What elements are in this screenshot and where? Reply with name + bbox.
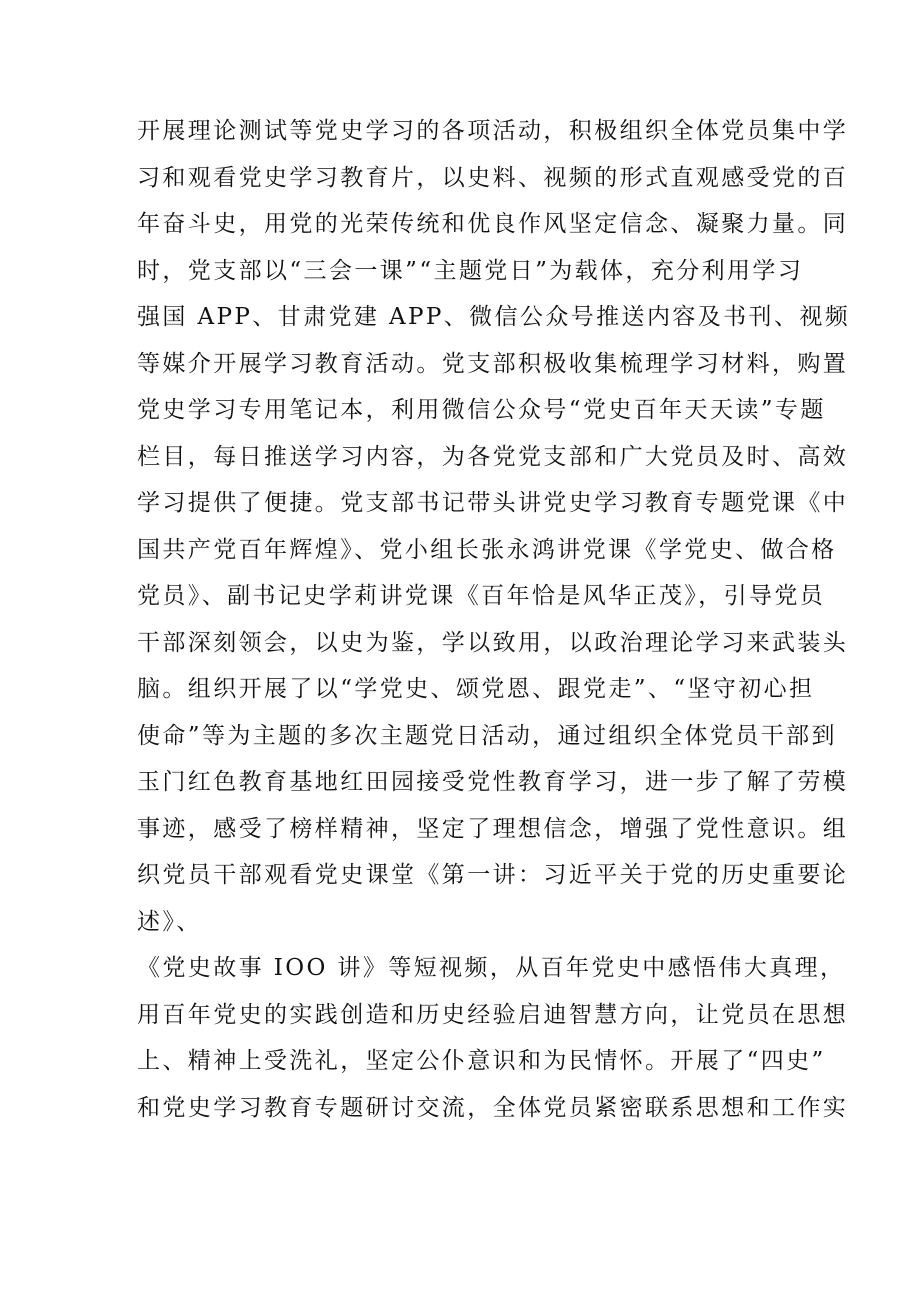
text-line: 党员》、副书记史学莉讲党课《百年恰是风华正茂》，引导党员 <box>137 583 826 609</box>
text-line: 等媒介开展学习教育活动。党支部积极收集梳理学习材料，购置 <box>137 350 849 377</box>
text-line: 和党史学习教育专题研讨交流，全体党员紧密联系思想和工作实 <box>137 1094 849 1121</box>
text-line: 述》、 <box>137 908 202 935</box>
text-line: 《党史故事 IOO 讲》等短视频，从百年党史中感悟伟大真理， <box>137 955 846 981</box>
text-line: 栏目，每日推送学习内容，为各党党支部和广大党员及时、高效 <box>137 443 849 470</box>
text-line: 用百年党史的实践创造和历史经验启迪智慧方向，让党员在思想 <box>137 1001 849 1028</box>
text-line: 党史学习专用笔记本，利用微信公众号“党史百年天天读”专题 <box>137 397 826 423</box>
text-line: 织党员干部观看党史课堂《第一讲：习近平关于党的历史重要论 <box>137 862 849 888</box>
text-line: 习和观看党史学习教育片，以史料、视频的形式直观感受党的百 <box>137 164 849 191</box>
text-line: 使命”等为主题的多次主题党日活动，通过组织全体党员干部到 <box>137 722 837 749</box>
text-line: 强国 APP、甘肃党建 APP、微信公众号推送内容及书刊、视频 <box>137 304 851 330</box>
text-line: 脑。组织开展了以“学党史、颂党恩、跟党走”、“坚守初心担 <box>137 676 815 702</box>
text-line: 干部深刻领会，以史为鉴，学以致用，以政治理论学习来武装头 <box>137 629 849 656</box>
text-line: 年奋斗史，用党的光荣传统和优良作风坚定信念、凝聚力量。同 <box>137 211 849 237</box>
text-line: 学习提供了便捷。党支部书记带头讲党史学习教育专题党课《中 <box>137 490 849 516</box>
body-text <box>137 108 851 1131</box>
text-line: 开展理论测试等党史学习的各项活动，积极组织全体党员集中学 <box>137 118 849 144</box>
text-line: 上、精神上受洗礼，坚定公仆意识和为民情怀。开展了“四史” <box>137 1048 826 1074</box>
text-line: 国共产党百年辉煌》、党小组长张永鸿讲党课《学党史、做合格 <box>137 536 837 563</box>
text-line: 时，党支部以“三会一课”“主题党日”为载体，充分利用学习 <box>137 257 804 284</box>
text-line: 玉门红色教育基地红田园接受党性教育学习，进一步了解了劳模 <box>137 769 849 795</box>
text-line: 事迹，感受了榜样精神，坚定了理想信念，增强了党性意识。组 <box>137 815 849 842</box>
